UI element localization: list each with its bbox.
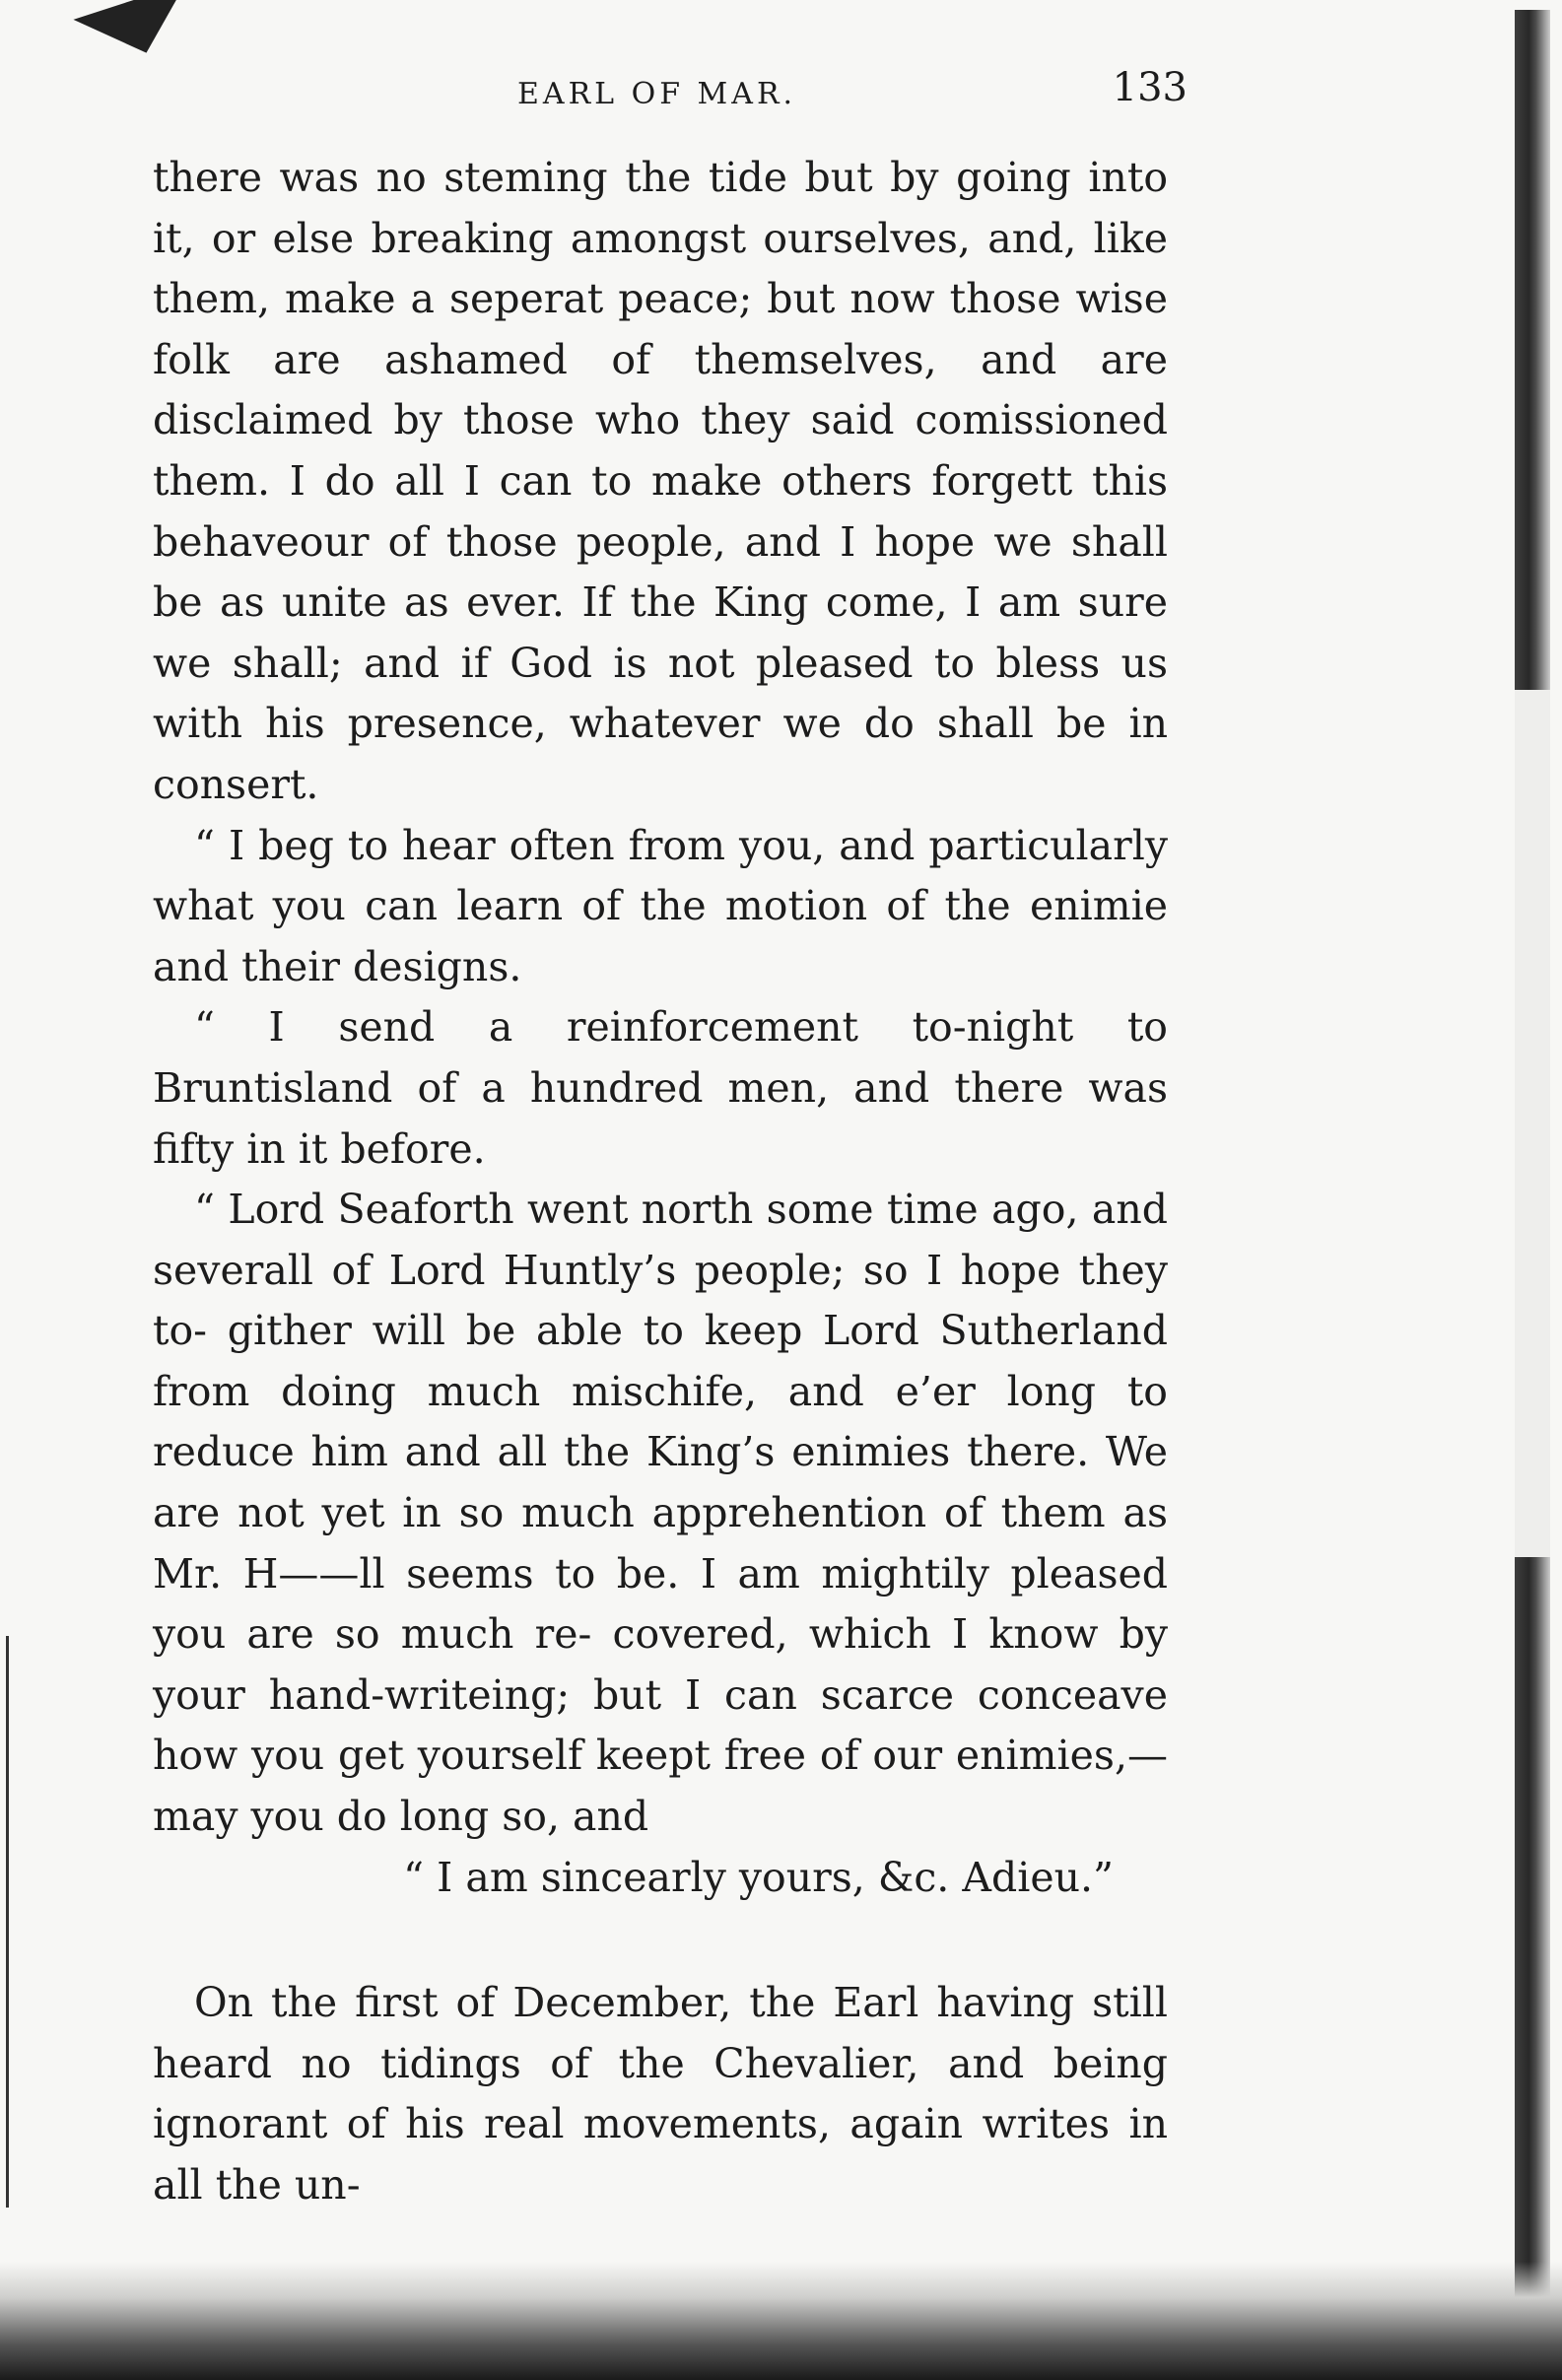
paragraph-request-news: “ I beg to hear often from you, and particularly what you can learn of the motion of the enimie and their designs. [153,821,1168,990]
scan-bottom-edge [0,2262,1562,2380]
paragraph-reinforcement: “ I send a reinforcement to-night to Bruntisland of a hundred men, and there was fifty in it before. [153,1003,1168,1173]
page-number: 133 [1112,65,1188,110]
paragraph-december: On the first of December, the Earl having still heard no tidings of the Chevalier, and being ignorant of his real movements, again writes in all the un- [153,1979,1168,2209]
body-text [153,148,1168,2216]
running-title: EARL OF MAR. [517,77,797,111]
section-gap [153,1908,1168,1973]
running-head [153,59,1188,128]
paragraph-seaforth: “ Lord Seaforth went north some time ago, and severall of Lord Huntly’s people; so I hope they to- gither will be able to keep Lord Sutherland from doing much mischife, and e’er long to reduce him and all the King’s enimies there. We are not yet in so much apprehention of them as Mr. H——ll seems to be. I am mightily pleased you are so much re- covered, which I know by your hand-writeing; but I can scarce conceave how you get yourself keept free of our enimies,—may you do long so, and [153,1186,1168,1841]
letter-sign-off: “ I am sincearly yours, &c. Adieu.” [403,1853,1114,1901]
scan-left-edge [6,1636,9,2208]
paragraph-continuation: there was no steming the tide but by going into it, or else breaking amongst ourselves, and, like them, make a seperat peace; but now those wise folk are ashamed of themselves, and are disclaimed by those who they said comissioned them. I do all I can to make others forgett this behaveour of those people, and I hope we shall be as unite as ever. If the King come, I am sure we shall; and if God is not pleased to bless us with his presence, whatever we do shall be in consert. [153,154,1168,808]
scan-right-edge-gap [1515,690,1550,1557]
